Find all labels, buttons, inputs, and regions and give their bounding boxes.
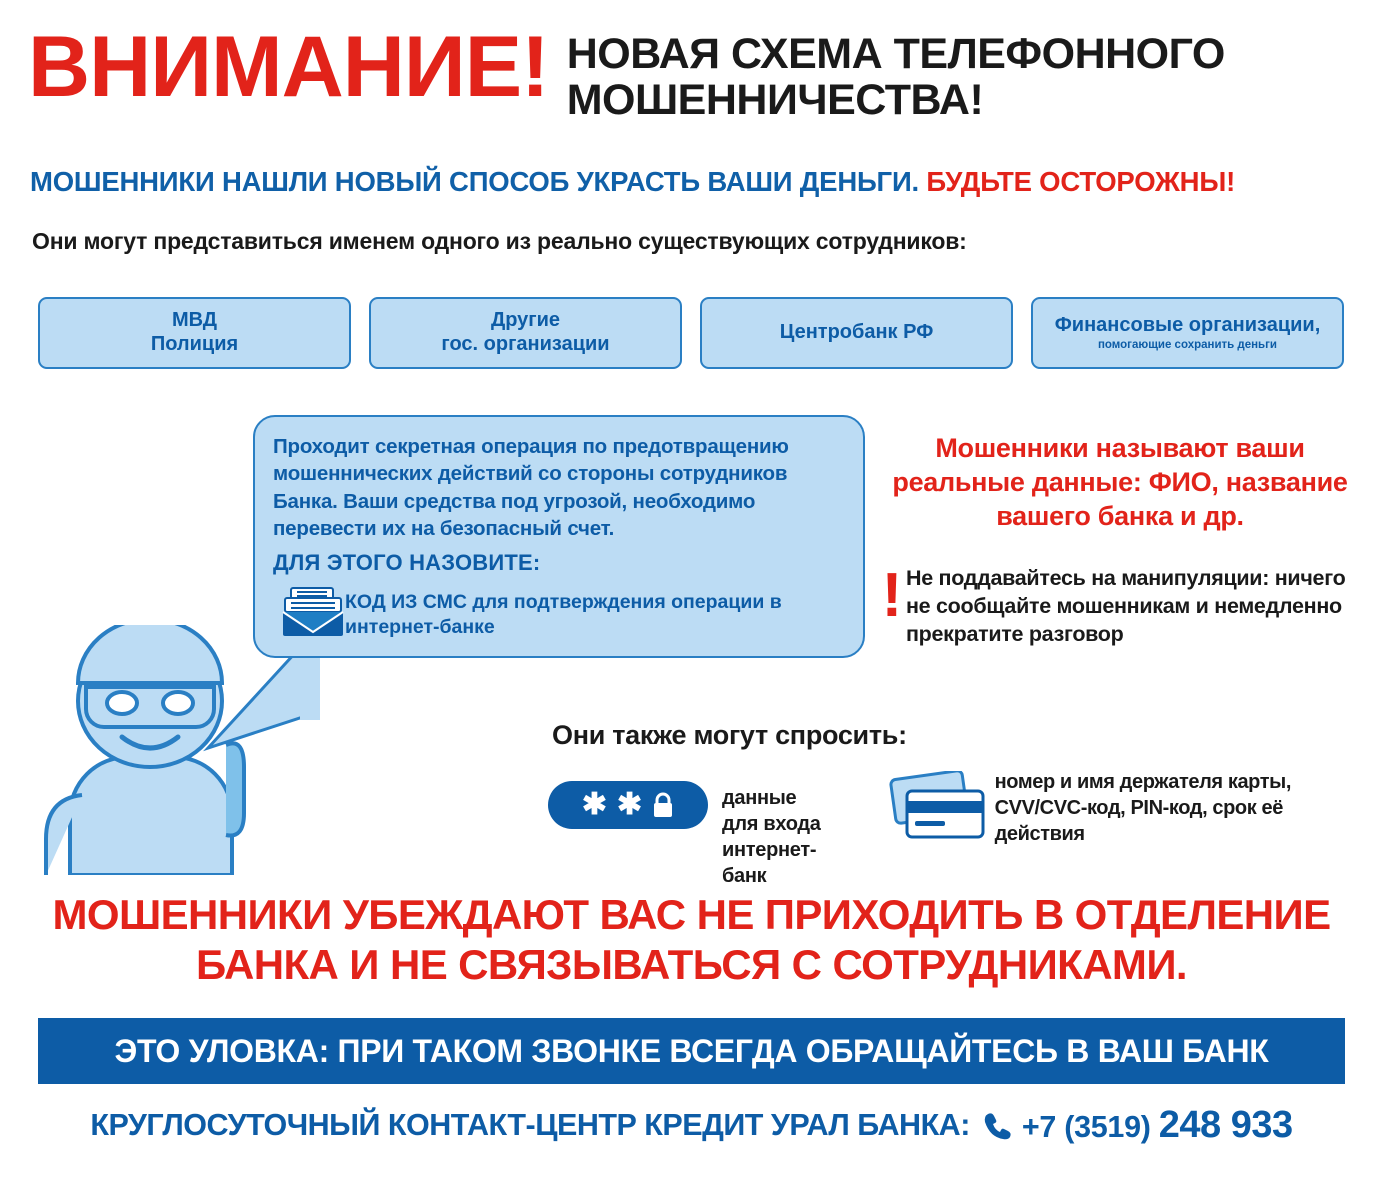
org-box-financial-small: помогающие сохранить деньги [1097,339,1277,352]
footer-phone-code: +7 (3519) [1021,1110,1151,1144]
header-subtitle-line1: НОВАЯ СХЕМА ТЕЛЕФОННОГО [566,30,1225,78]
footer-phone-number: 248 933 [1158,1104,1293,1146]
asterisk-icon-1: ✱ [581,788,607,821]
footer-phone[interactable] [1022,1104,1293,1147]
ask-item-credentials [548,765,837,889]
bubble-main-text: Проходит секретная операция по предотвращению мошеннических действий со стороны сотрудников Банка. Ваши средства под угрозой, необходимо перевести их на безопасный счет. [273,435,789,540]
org-box-mvd-line1: МВД [171,309,218,332]
scammer-speech-bubble [253,415,865,658]
bubble-sms-text [345,586,845,640]
fraudster-icon [30,625,270,875]
also-ask-items [548,765,1348,889]
org-box-mvd-line2: Полиция [150,333,239,355]
big-red-line1: МОШЕННИКИ УБЕЖДАЮТ ВАС НЕ ПРИХОДИТЬ В ОТДЕЛЕНИЕ [52,891,1331,938]
also-ask-title: Они также могут спросить: [552,720,907,750]
org-box-other-gov-line1: Другие [490,309,561,332]
header-subtitle [567,26,1225,123]
org-box-financial-line1: Финансовые организации, [1054,313,1321,336]
lock-icon [652,792,674,818]
exclamation-icon: ! [881,561,903,630]
org-box-centrobank [700,297,1013,369]
footer-label: КРУГЛОСУТОЧНЫЙ КОНТАКТ-ЦЕНТР КРЕДИТ УРАЛ БАНКА: [90,1108,970,1142]
ask-item-card [887,765,1348,847]
warning-text: Не поддавайтесь на манипуляции: ничего не сообщайте мошенникам и немедленно прекратите разговор [906,566,1346,646]
footer [0,1104,1383,1147]
blue-banner [38,1018,1345,1084]
ask-text-card: номер и имя держателя карты, CVV/CVC-код, PIN-код, срок её действия [994,771,1291,845]
subheadline [30,166,1235,198]
org-box-financial [1031,297,1344,369]
password-pill [548,781,708,829]
bubble-sms-strong: КОД ИЗ СМС [345,591,467,613]
org-box-other-gov [369,297,682,369]
warning-block [878,561,1368,649]
org-box-other-gov-line2: гос. организации [441,333,610,355]
poster-header [28,19,1358,124]
subheadline-red: БУДЬТЕ ОСТОРОЖНЫ! [926,166,1236,197]
blue-banner-text: ЭТО УЛОВКА: ПРИ ТАКОМ ЗВОНКЕ ВСЕГДА ОБРАЩАЙТЕСЬ В ВАШ БАНК [114,1032,1269,1069]
subheadline-blue: МОШЕННИКИ НАШЛИ НОВЫЙ СПОСОБ УКРАСТЬ ВАШИ ДЕНЬГИ. [30,166,919,197]
organizations-row [38,297,1344,369]
lead-text: Они могут представиться именем одного из реально существующих сотрудников: [32,228,967,254]
org-box-centrobank-line1: Центробанк РФ [779,321,934,344]
big-red-statement [0,890,1383,989]
attention-title: ВНИМАНИЕ! [28,19,549,115]
bubble-sms-rest: для подтверждения операции в интернет-банке [345,591,782,638]
ask-text-credentials: данные для входа интернет-банк [722,787,821,887]
org-box-mvd [38,297,351,369]
asterisk-icon-2: ✱ [617,788,643,821]
red-claim-text: Мошенники называют ваши реальные данные: ФИО, название вашего банка и др. [892,433,1348,531]
bank-card-icon [887,771,987,841]
envelope-icon [281,586,345,638]
header-subtitle-line2: МОШЕННИЧЕСТВА! [566,75,984,124]
bubble-sms-row [281,586,845,640]
phone-icon [982,1111,1012,1141]
bubble-call-to-action: ДЛЯ ЭТОГО НАЗОВИТЕ: [273,550,541,575]
big-red-line2: БАНКА И НЕ СВЯЗЫВАТЬСЯ С СОТРУДНИКАМИ. [196,940,1187,988]
